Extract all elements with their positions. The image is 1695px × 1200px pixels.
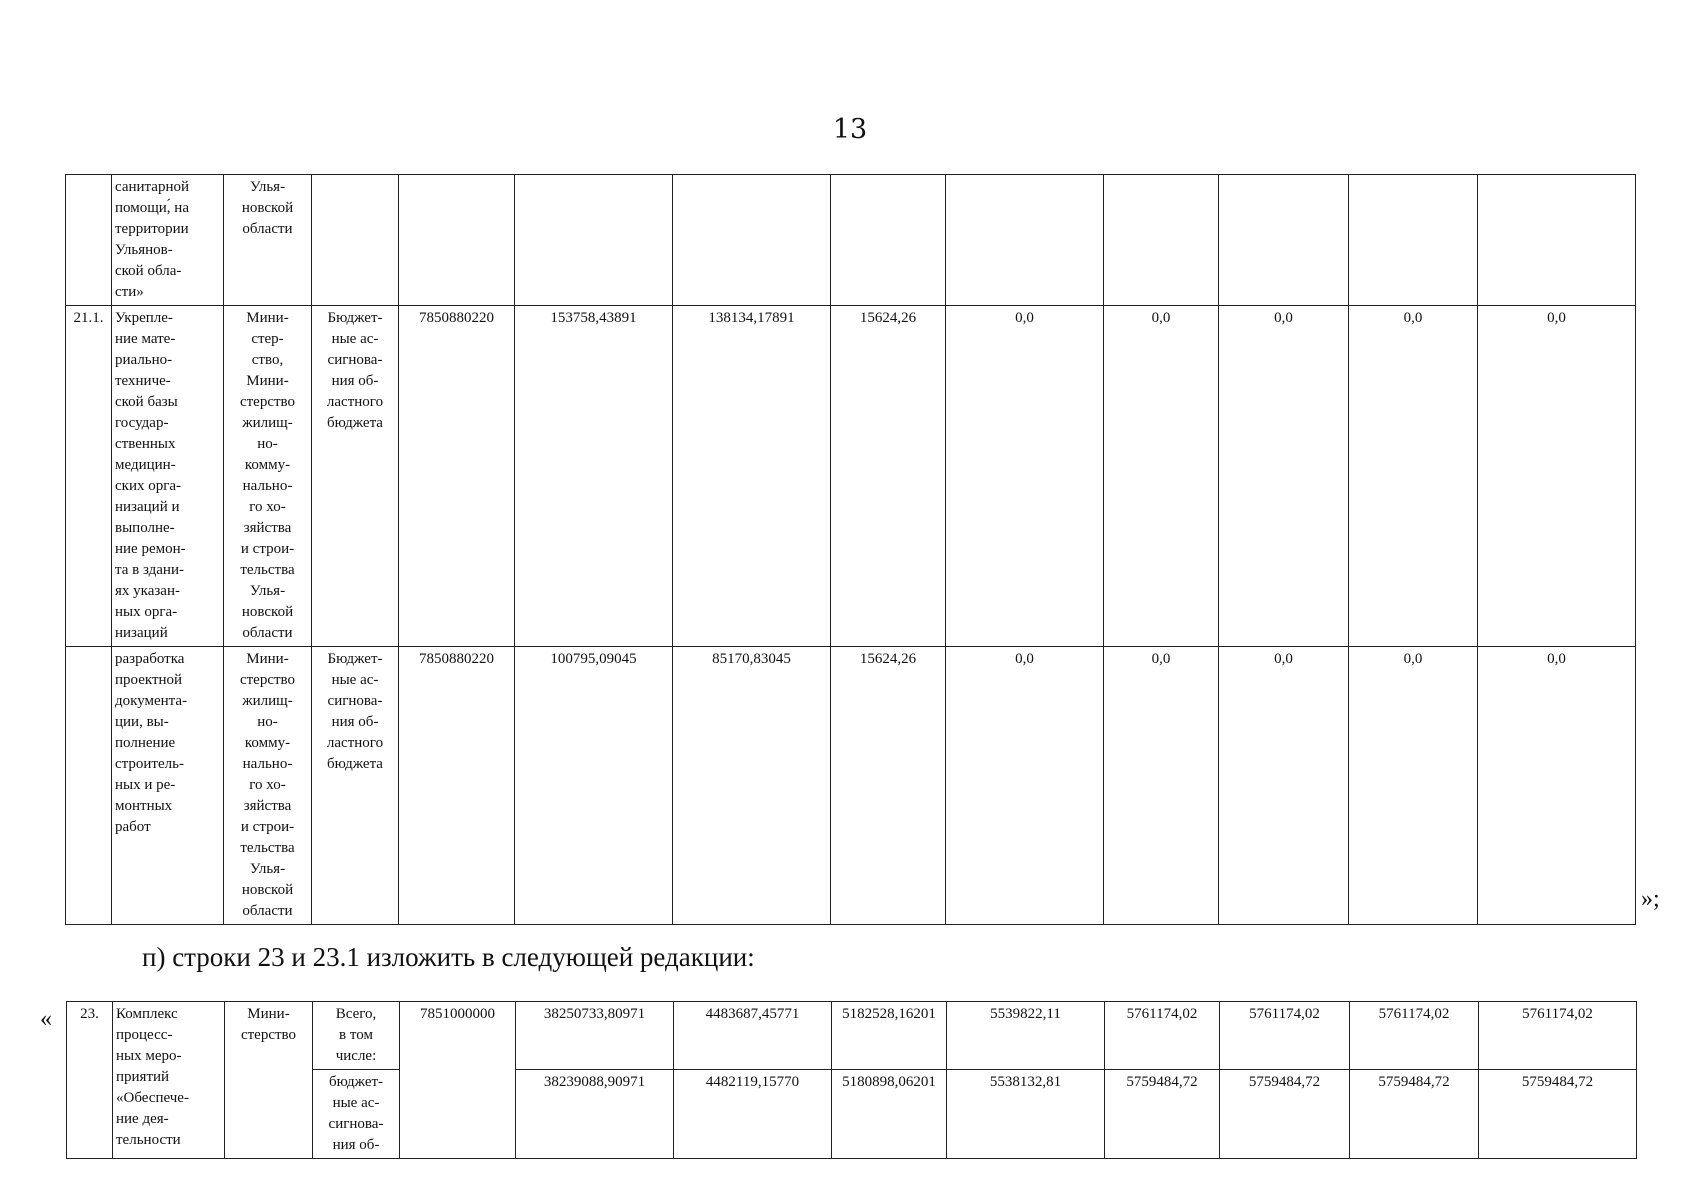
cell-year6 [1349,175,1478,306]
cell-name: Комплекс процесс- ных меро- приятий «Обеспече- ние дея- тельности [113,1002,225,1159]
cell-year3: 5538132,81 [947,1070,1105,1159]
cell-code [399,175,515,306]
cell-year1: 4483687,45771 [674,1002,832,1070]
cell-source: Бюджет- ные ас- сигнова- ния об- ластного бюджета [312,647,399,925]
cell-year1: 4482119,15770 [674,1070,832,1159]
cell-year7: 0,0 [1478,647,1636,925]
cell-source: Всего, в том числе: [313,1002,400,1070]
cell-total: 100795,09045 [515,647,673,925]
cell-year5: 0,0 [1219,647,1349,925]
cell-source: бюджет- ные ас- сигнова- ния об- [313,1070,400,1159]
table-row [67,1002,1637,1070]
cell-year6: 5759484,72 [1350,1070,1479,1159]
amendment-instruction: п) строки 23 и 23.1 изложить в следующей редакции: [142,942,755,972]
cell-code: 7851000000 [400,1002,516,1159]
cell-total: 38250733,80971 [516,1002,674,1070]
cell-source: Бюджет- ные ас- сигнова- ния об- ластного бюджета [312,306,399,647]
cell-year4: 5761174,02 [1105,1002,1220,1070]
program-table-new-rows [66,1001,1637,1159]
cell-executor: Мини- стер- ство, Мини- стерство жилищ- но- комму- нально- го хо- зяйства и строи- тельства Улья- новской области [224,306,312,647]
cell-year3 [946,175,1104,306]
cell-year5 [1219,175,1349,306]
table-row [66,306,1636,647]
opening-quote: « [40,1006,52,1032]
cell-num: 21.1. [66,306,112,647]
cell-executor: Улья- новской области [224,175,312,306]
cell-name: Укрепле- ние мате- риально- техниче- ской базы государ- ственных медицин- ских орга- низаций и выполне- ние ремон- та в здани- ях указан- ных орга- низаций [112,306,224,647]
cell-year5: 5759484,72 [1220,1070,1350,1159]
cell-year5: 5761174,02 [1220,1002,1350,1070]
cell-year6: 0,0 [1349,647,1478,925]
cell-executor: Мини- стерство [225,1002,313,1159]
cell-code: 7850880220 [399,306,515,647]
cell-total: 153758,43891 [515,306,673,647]
cell-year4: 0,0 [1104,647,1219,925]
cell-year3: 0,0 [946,306,1104,647]
cell-name: разработка проектной документа- ции, вы- полнение строитель- ных и ре- монтных работ [112,647,224,925]
closing-quote: »; [1641,886,1660,912]
cell-executor: Мини- стерство жилищ- но- комму- нально- го хо- зяйства и строи- тельства Улья- новской области [224,647,312,925]
cell-year2: 15624,26 [831,647,946,925]
cell-year2 [831,175,946,306]
table-row [66,647,1636,925]
program-table-continued [65,174,1636,925]
cell-total: 38239088,90971 [516,1070,674,1159]
cell-year5: 0,0 [1219,306,1349,647]
cell-num: 23. [67,1002,113,1159]
cell-year7 [1478,175,1636,306]
cell-total [515,175,673,306]
cell-year6: 0,0 [1349,306,1478,647]
cell-year1 [673,175,831,306]
cell-year7: 5761174,02 [1479,1002,1637,1070]
cell-year2: 5180898,06201 [832,1070,947,1159]
cell-code: 7850880220 [399,647,515,925]
cell-year7: 5759484,72 [1479,1070,1637,1159]
cell-year3: 5539822,11 [947,1002,1105,1070]
cell-year3: 0,0 [946,647,1104,925]
cell-name: санитарной помощи,́ на территории Ульянов- ской обла- сти» [112,175,224,306]
cell-year1: 85170,83045 [673,647,831,925]
page-number: 13 [832,114,868,145]
cell-year7: 0,0 [1478,306,1636,647]
cell-year2: 5182528,16201 [832,1002,947,1070]
cell-year4: 5759484,72 [1105,1070,1220,1159]
cell-source [312,175,399,306]
cell-num [66,175,112,306]
cell-year2: 15624,26 [831,306,946,647]
table-row [66,175,1636,306]
cell-year4: 0,0 [1104,306,1219,647]
cell-year4 [1104,175,1219,306]
cell-year1: 138134,17891 [673,306,831,647]
cell-num [66,647,112,925]
cell-year6: 5761174,02 [1350,1002,1479,1070]
